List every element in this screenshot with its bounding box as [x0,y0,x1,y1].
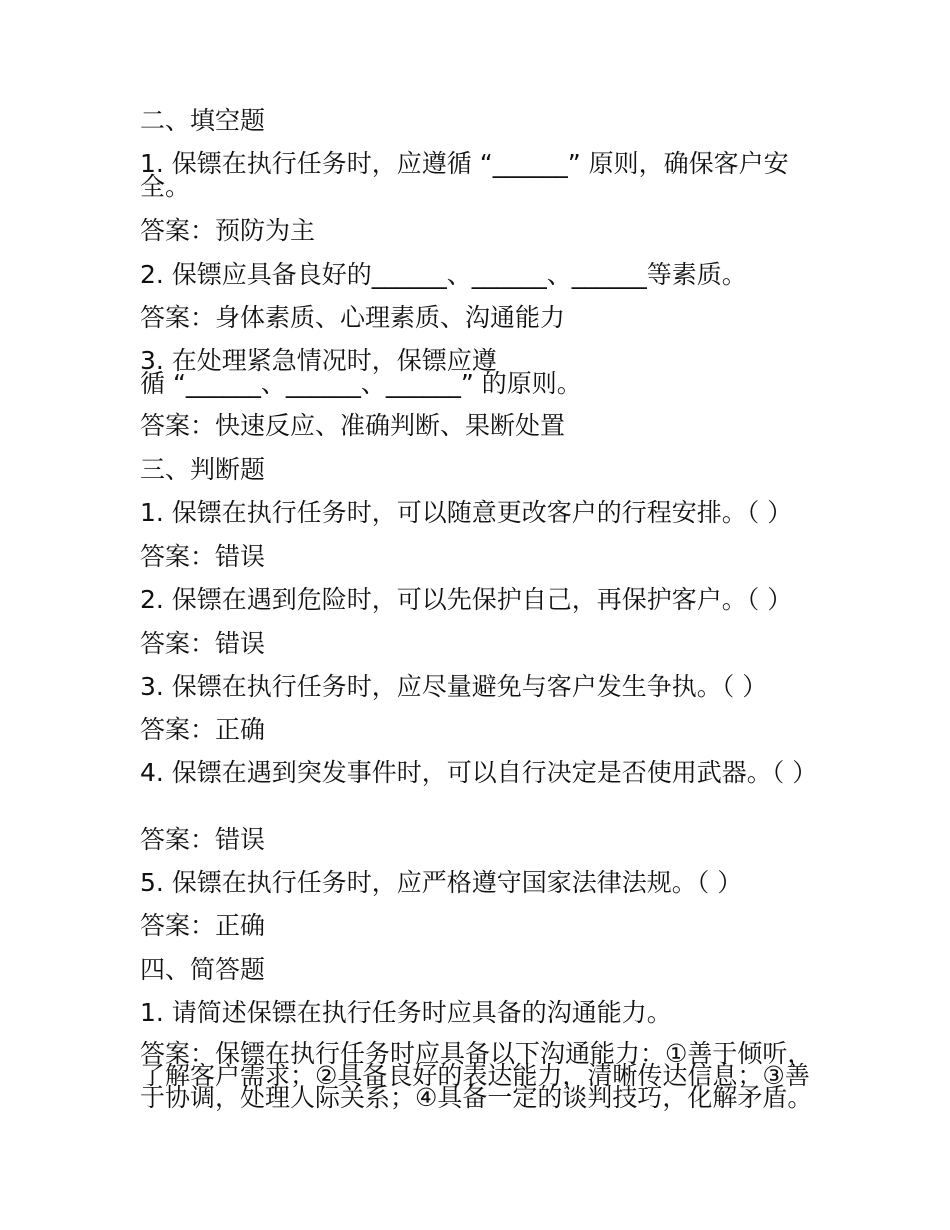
judge-question-4: 4. 保镖在遇到突发事件时，可以自行决定是否使用武器。（ ） [140,758,818,787]
fill-question-3-line-1: 3. 在处理紧急情况时，保镖应遵 [140,346,497,375]
judge-answer-5: 答案：正确 [140,911,266,940]
fill-answer-1: 答案：预防为主 [140,216,316,245]
fill-question-1: 1. 保镖在执行任务时，应遵循 “______” 原则，确保客户安全。 [140,149,789,201]
judge-question-5: 5. 保镖在执行任务时，应严格遵守国家法律法规。（ ） [140,868,743,897]
judge-answer-3: 答案：正确 [140,715,266,744]
section-heading-judgement: 三、判断题 [140,455,266,484]
judge-question-2: 2. 保镖在遇到危险时，可以先保护自己，再保护客户。（ ） [140,585,793,614]
judge-answer-1: 答案：错误 [140,542,266,571]
judge-answer-4: 答案：错误 [140,825,266,854]
section-heading-short-answer: 四、简答题 [140,955,266,984]
judge-question-1: 1. 保镖在执行任务时，可以随意更改客户的行程安排。（ ） [140,498,793,527]
fill-question-3-line-2: 循 “______、______、______” 的原则。 [140,369,582,398]
short-answer-1: 答案：保镖在执行任务时应具备以下沟通能力：①善于倾听，了解客户需求；②具备良好的表达能力，清晰传达信息；③善于协调，处理人际关系；④具备一定的谈判技巧，化解矛盾。 [140,1039,813,1112]
short-question-1: 1. 请简述保镖在执行任务时应具备的沟通能力。 [140,998,672,1027]
fill-answer-2: 答案：身体素质、心理素质、沟通能力 [140,303,566,332]
judge-answer-2: 答案：错误 [140,629,266,658]
section-heading-fill-in: 二、填空题 [140,106,266,135]
judge-question-3: 3. 保镖在执行任务时，应尽量避免与客户发生争执。（ ） [140,672,768,701]
fill-question-2: 2. 保镖应具备良好的______、______、______等素质。 [140,260,747,289]
fill-answer-3: 答案：快速反应、准确判断、果断处置 [140,411,566,440]
